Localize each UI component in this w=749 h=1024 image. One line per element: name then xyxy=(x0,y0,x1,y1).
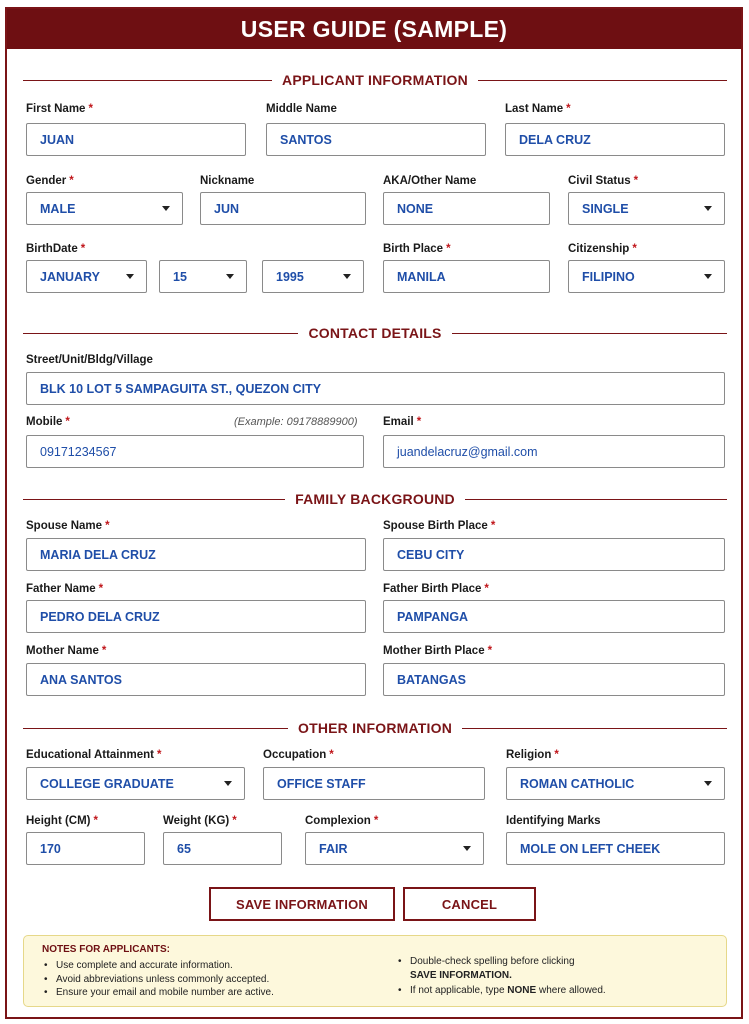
father-name-label: Father Name * xyxy=(26,583,104,595)
gender-label: Gender * xyxy=(26,175,74,187)
birth-place-label: Birth Place * xyxy=(383,243,451,255)
citizenship-label: Citizenship * xyxy=(568,243,637,255)
note-item: • Use complete and accurate information. xyxy=(42,959,274,973)
father-birth-place-label: Father Birth Place * xyxy=(383,583,489,595)
section-contact-details: CONTACT DETAILS xyxy=(23,323,727,343)
notes-list-right xyxy=(396,955,606,1000)
last-name-input[interactable]: DELA CRUZ xyxy=(505,123,725,156)
email-input[interactable]: juandelacruz@gmail.com xyxy=(383,435,725,468)
chevron-down-icon xyxy=(704,274,712,279)
mobile-example-hint: (Example: 09178889900) xyxy=(234,416,358,428)
spouse-name-label: Spouse Name * xyxy=(26,520,110,532)
notes-list-left xyxy=(42,959,274,1000)
note-item: • Ensure your email and mobile number are active. xyxy=(42,986,274,1000)
education-label: Educational Attainment * xyxy=(26,749,162,761)
save-information-button[interactable]: SAVE INFORMATION xyxy=(209,887,395,921)
education-select[interactable]: COLLEGE GRADUATE xyxy=(26,767,245,800)
birth-year-select[interactable]: 1995 xyxy=(262,260,364,293)
mother-name-input[interactable]: ANA SANTOS xyxy=(26,663,366,696)
chevron-down-icon xyxy=(162,206,170,211)
street-input[interactable]: BLK 10 LOT 5 SAMPAGUITA ST., QUEZON CITY xyxy=(26,372,725,405)
height-input[interactable]: 170 xyxy=(26,832,145,865)
mother-birth-place-input[interactable]: BATANGAS xyxy=(383,663,725,696)
notes-box xyxy=(23,935,727,1007)
cancel-button[interactable]: CANCEL xyxy=(403,887,536,921)
first-name-label: First Name * xyxy=(26,103,93,115)
occupation-input[interactable]: OFFICE STAFF xyxy=(263,767,485,800)
form-container xyxy=(5,7,743,1019)
chevron-down-icon xyxy=(704,781,712,786)
religion-select[interactable]: ROMAN CATHOLIC xyxy=(506,767,725,800)
street-label: Street/Unit/Bldg/Village xyxy=(26,354,153,366)
spouse-birth-place-input[interactable]: CEBU CITY xyxy=(383,538,725,571)
civil-status-label: Civil Status * xyxy=(568,175,639,187)
identifying-marks-input[interactable]: MOLE ON LEFT CHEEK xyxy=(506,832,725,865)
mobile-label: Mobile * xyxy=(26,416,70,428)
chevron-down-icon xyxy=(226,274,234,279)
complexion-select[interactable]: FAIR xyxy=(305,832,484,865)
section-applicant-information: APPLICANT INFORMATION xyxy=(23,70,727,90)
notes-title: NOTES FOR APPLICANTS: xyxy=(42,944,170,955)
weight-label: Weight (KG) * xyxy=(163,815,237,827)
gender-select[interactable]: MALE xyxy=(26,192,183,225)
nickname-input[interactable]: JUN xyxy=(200,192,366,225)
spouse-name-input[interactable]: MARIA DELA CRUZ xyxy=(26,538,366,571)
section-family-background: FAMILY BACKGROUND xyxy=(23,489,727,509)
mobile-input[interactable]: 09171234567 xyxy=(26,435,364,468)
mother-birth-place-label: Mother Birth Place * xyxy=(383,645,493,657)
first-name-input[interactable]: JUAN xyxy=(26,123,246,156)
father-name-input[interactable]: PEDRO DELA CRUZ xyxy=(26,600,366,633)
occupation-label: Occupation * xyxy=(263,749,334,761)
identifying-marks-label: Identifying Marks xyxy=(506,815,601,827)
chevron-down-icon xyxy=(224,781,232,786)
mother-name-label: Mother Name * xyxy=(26,645,107,657)
complexion-label: Complexion * xyxy=(305,815,379,827)
last-name-label: Last Name * xyxy=(505,103,571,115)
religion-label: Religion * xyxy=(506,749,559,761)
aka-label: AKA/Other Name xyxy=(383,175,477,187)
middle-name-input[interactable]: SANTOS xyxy=(266,123,486,156)
note-item: • If not applicable, type NONE where allowed. xyxy=(396,984,606,998)
email-label: Email * xyxy=(383,416,422,428)
note-item: • Double-check spelling before clicking SAVE INFORMATION. xyxy=(396,955,606,982)
height-label: Height (CM) * xyxy=(26,815,98,827)
civil-status-select[interactable]: SINGLE xyxy=(568,192,725,225)
aka-input[interactable]: NONE xyxy=(383,192,550,225)
middle-name-label: Middle Name xyxy=(266,103,337,115)
birthdate-label: BirthDate * xyxy=(26,243,86,255)
nickname-label: Nickname xyxy=(200,175,255,187)
page-title: USER GUIDE (SAMPLE) xyxy=(7,9,741,49)
spouse-birth-place-label: Spouse Birth Place * xyxy=(383,520,496,532)
chevron-down-icon xyxy=(463,846,471,851)
birth-month-select[interactable]: JANUARY xyxy=(26,260,147,293)
section-other-information: OTHER INFORMATION xyxy=(23,718,727,738)
chevron-down-icon xyxy=(704,206,712,211)
birth-place-input[interactable]: MANILA xyxy=(383,260,550,293)
birth-day-select[interactable]: 15 xyxy=(159,260,247,293)
father-birth-place-input[interactable]: PAMPANGA xyxy=(383,600,725,633)
weight-input[interactable]: 65 xyxy=(163,832,282,865)
chevron-down-icon xyxy=(343,274,351,279)
note-item: • Avoid abbreviations unless commonly accepted. xyxy=(42,973,274,987)
chevron-down-icon xyxy=(126,274,134,279)
citizenship-select[interactable]: FILIPINO xyxy=(568,260,725,293)
